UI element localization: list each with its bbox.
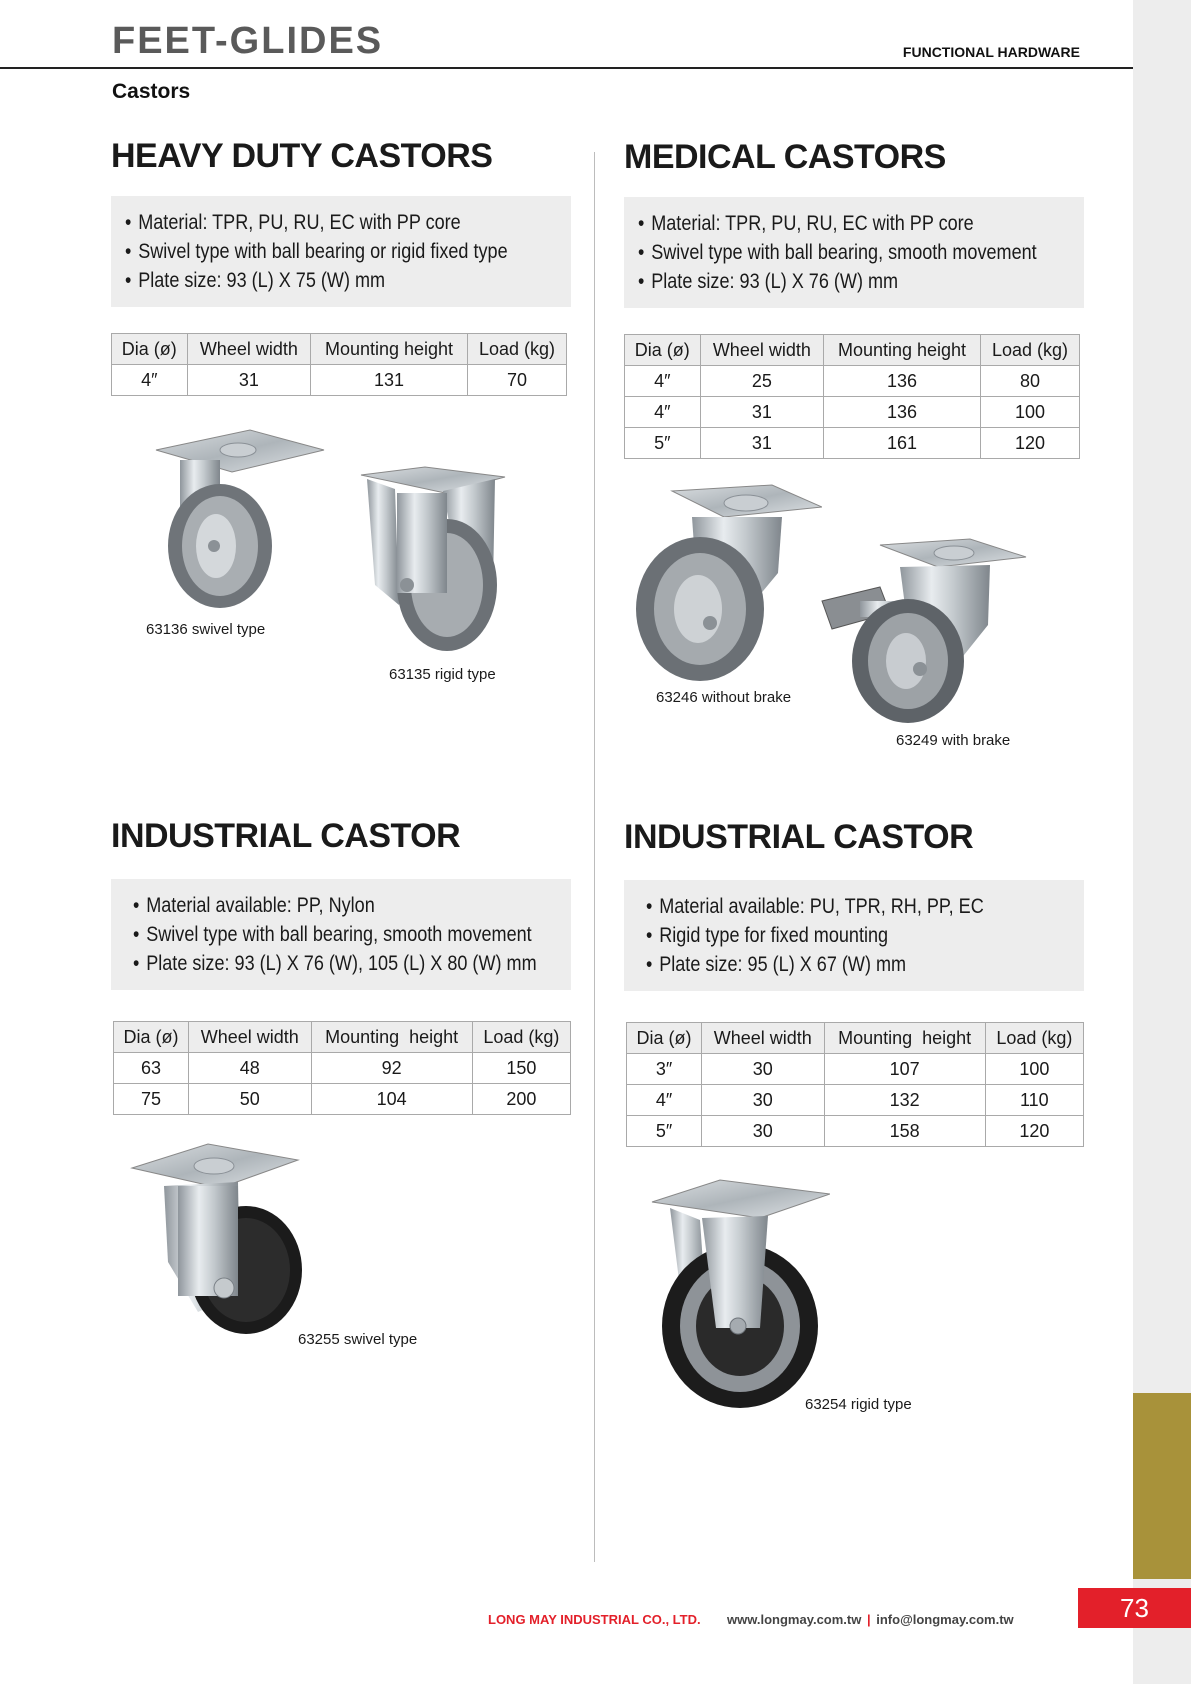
section-industrial-rigid [624,811,1084,1147]
table-row [627,1085,1084,1116]
col-header-load: Load (kg) [472,1022,570,1053]
cell-mounting-height: 104 [311,1084,472,1115]
feature-list [624,197,1084,308]
feature-item: • Plate size: 93 (L) X 75 (W) mm [125,266,500,295]
caption: 63136 swivel type [146,621,266,638]
feature-item: • Plate size: 93 (L) X 76 (W), 105 (L) X 80 (W) mm [133,949,501,978]
cell-load: 110 [985,1085,1083,1116]
page-subtitle: Castors [112,80,191,103]
footer-company: LONG MAY INDUSTRIAL CO., LTD. [488,1612,701,1627]
table-row [114,1084,571,1115]
feature-item: • Material available: PU, TPR, RH, PP, EC [646,892,1014,921]
cell-dia: 63 [114,1053,189,1084]
feature-item: • Material: TPR, PU, RU, EC with PP core [638,209,1013,238]
cell-dia: 4″ [112,365,188,396]
section-title: INDUSTRIAL CASTOR [111,817,461,855]
col-header-dia: Dia (ø) [114,1022,189,1053]
castor-rigid-63254-image [650,1178,830,1410]
spec-table [111,333,567,396]
cell-dia: 4″ [627,1085,702,1116]
table-header-row [625,335,1080,366]
col-header-mounting-height: Mounting height [311,1022,472,1053]
cell-mounting-height: 136 [824,397,981,428]
col-header-wheel-width: Wheel width [700,335,823,366]
table-header-row [627,1023,1084,1054]
col-header-dia: Dia (ø) [112,334,188,365]
cell-mounting-height: 92 [311,1053,472,1084]
cell-mounting-height: 161 [824,428,981,459]
table-row [625,366,1080,397]
section-title: INDUSTRIAL CASTOR [624,818,974,856]
cell-dia: 4″ [625,366,701,397]
cell-mounting-height: 107 [824,1054,985,1085]
header-rule [0,67,1133,69]
cell-wheel-width: 30 [702,1116,825,1147]
cell-load: 120 [980,428,1079,459]
cell-load: 100 [980,397,1079,428]
cell-wheel-width: 31 [700,397,823,428]
feature-item: • Swivel type with ball bearing or rigid fixed type [125,237,500,266]
cell-load: 80 [980,366,1079,397]
cell-dia: 5″ [627,1116,702,1147]
category-label: FUNCTIONAL HARDWARE [902,44,1080,60]
col-header-load: Load (kg) [985,1023,1083,1054]
cell-mounting-height: 158 [824,1116,985,1147]
side-gold-tab [1133,1393,1191,1579]
feature-item: • Material available: PP, Nylon [133,891,501,920]
cell-dia: 4″ [625,397,701,428]
col-header-dia: Dia (ø) [627,1023,702,1054]
cell-load: 100 [985,1054,1083,1085]
feature-list [624,880,1084,991]
cell-mounting-height: 132 [824,1085,985,1116]
castor-without-brake-63246-image [632,483,822,683]
cell-load: 70 [467,365,566,396]
cell-wheel-width: 48 [189,1053,312,1084]
cell-load: 150 [472,1053,570,1084]
cell-dia: 3″ [627,1054,702,1085]
footer-separator: | [866,1612,871,1627]
caption: 63255 swivel type [298,1331,418,1348]
col-header-wheel-width: Wheel width [187,334,310,365]
footer-email-link[interactable]: info@longmay.com.tw [876,1612,1014,1627]
table-row [625,428,1080,459]
cell-wheel-width: 31 [700,428,823,459]
feature-item: • Rigid type for fixed mounting [646,921,1014,950]
col-header-load: Load (kg) [467,334,566,365]
caption: 63135 rigid type [389,666,496,683]
cell-wheel-width: 30 [702,1054,825,1085]
caption: 63249 with brake [896,732,1011,749]
cell-wheel-width: 50 [189,1084,312,1115]
table-row [627,1116,1084,1147]
table-row [625,397,1080,428]
feature-item: • Plate size: 93 (L) X 76 (W) mm [638,267,1013,296]
col-header-load: Load (kg) [980,335,1079,366]
cell-mounting-height: 131 [311,365,468,396]
feature-item: • Swivel type with ball bearing, smooth movement [133,920,501,949]
table-row [112,365,567,396]
feature-list [111,196,571,307]
spec-table [624,334,1080,459]
castor-rigid-63135-image [355,465,510,655]
cell-dia: 5″ [625,428,701,459]
footer-website-link[interactable]: www.longmay.com.tw [727,1612,862,1627]
castor-swivel-63255-image [128,1142,323,1337]
col-header-mounting-height: Mounting height [311,334,468,365]
page-number: 73 [1078,1588,1191,1628]
feature-item: • Swivel type with ball bearing, smooth movement [638,238,1013,267]
feature-item: • Plate size: 95 (L) X 67 (W) mm [646,950,1014,979]
footer-contact [727,1612,1014,1627]
table-header-row [114,1022,571,1053]
cell-load: 200 [472,1084,570,1115]
spec-table [113,1021,571,1115]
col-header-mounting-height: Mounting height [824,335,981,366]
cell-mounting-height: 136 [824,366,981,397]
caption: 63246 without brake [656,689,792,706]
section-heavy-duty [111,130,571,396]
section-title: HEAVY DUTY CASTORS [111,137,493,175]
cell-wheel-width: 25 [700,366,823,397]
section-medical [624,131,1084,459]
castor-with-brake-63249-image [820,535,1030,725]
caption: 63254 rigid type [805,1396,912,1413]
page-title: FEET-GLIDES [112,20,384,62]
cell-wheel-width: 30 [702,1085,825,1116]
col-header-dia: Dia (ø) [625,335,701,366]
cell-wheel-width: 31 [187,365,310,396]
table-row [114,1053,571,1084]
col-header-wheel-width: Wheel width [189,1022,312,1053]
col-header-mounting-height: Mounting height [824,1023,985,1054]
cell-dia: 75 [114,1084,189,1115]
feature-list [111,879,571,990]
column-divider [594,152,595,1562]
table-header-row [112,334,567,365]
spec-table [626,1022,1084,1147]
cell-load: 120 [985,1116,1083,1147]
col-header-wheel-width: Wheel width [702,1023,825,1054]
section-industrial-swivel [111,810,571,1115]
table-row [627,1054,1084,1085]
feature-item: • Material: TPR, PU, RU, EC with PP core [125,208,500,237]
section-title: MEDICAL CASTORS [624,138,946,176]
castor-swivel-63136-image [150,428,330,613]
